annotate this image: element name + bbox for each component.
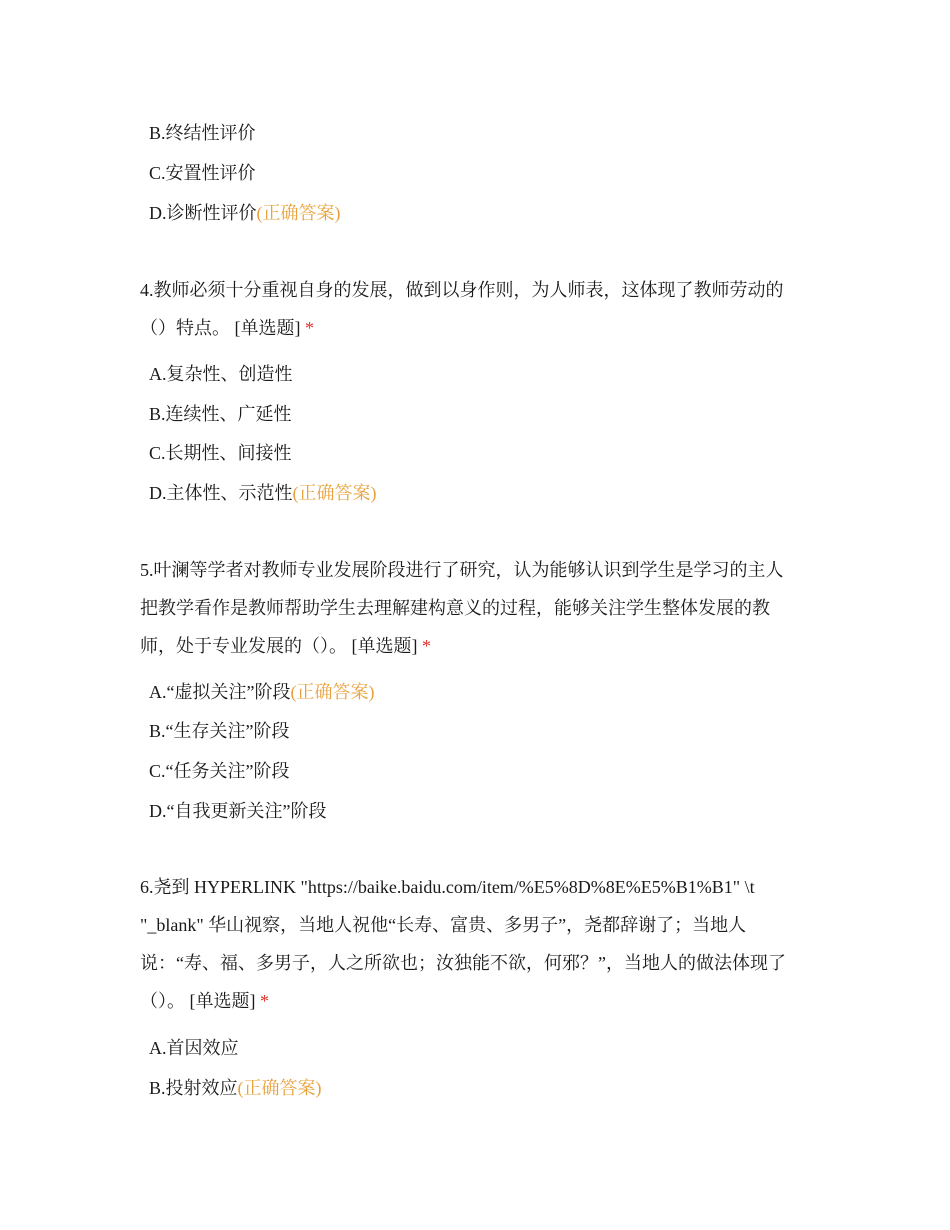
q5-option-d [149, 799, 326, 823]
question-text-line [140, 982, 820, 1020]
question-text-end: （）特点。 [140, 318, 230, 338]
q5-option-b [149, 719, 289, 743]
correct-answer-tag: (正确答案) [256, 203, 341, 223]
question-type: [单选题] [189, 991, 256, 1011]
q4-option-d [149, 481, 377, 505]
q3-option-b [149, 121, 256, 145]
option-text: B.“生存关注”阶段 [149, 721, 290, 741]
option-text: A.复杂性、创造性 [149, 364, 293, 384]
option-text: A.“虚拟关注”阶段 [149, 682, 291, 702]
option-text: D.“自我更新关注”阶段 [149, 801, 327, 821]
question-text-line [140, 309, 820, 347]
required-marker: * [422, 636, 431, 656]
option-text: D.主体性、示范性 [149, 483, 293, 503]
correct-answer-tag: (正确答案) [292, 483, 377, 503]
question-text-line: 5.叶澜等学者对教师专业发展阶段进行了研究，认为能够认识到学生是学习的主人 [140, 560, 784, 580]
question-4 [140, 271, 820, 347]
option-text: B.终结性评价 [149, 123, 256, 143]
q6-option-b [149, 1076, 322, 1100]
option-text: D.诊断性评价 [149, 203, 257, 223]
required-marker: * [260, 991, 269, 1011]
question-text-end: （）。 [140, 991, 185, 1011]
question-text-line: 6.尧到 HYPERLINK "https://baike.baidu.com/item/%E5%8D%8E%E5%B1%B1" \t [140, 877, 755, 897]
question-text-line: 说：“寿、福、多男子，人之所欲也；汝独能不欲，何邪？”，当地人的做法体现了 [140, 953, 786, 973]
question-text-end: 师，处于专业发展的（）。 [140, 636, 347, 656]
q4-option-b [149, 402, 292, 426]
question-6 [140, 868, 820, 1020]
question-text-line [140, 627, 820, 665]
option-text: C.长期性、间接性 [149, 443, 292, 463]
option-text: C.“任务关注”阶段 [149, 761, 290, 781]
q5-option-a [149, 680, 374, 704]
q4-option-c [149, 441, 292, 465]
question-type: [单选题] [351, 636, 418, 656]
q5-option-c [149, 759, 289, 783]
option-text: C.安置性评价 [149, 163, 256, 183]
correct-answer-tag: (正确答案) [290, 682, 375, 702]
question-type: [单选题] [234, 318, 301, 338]
q3-option-d [149, 201, 341, 225]
q6-option-a [149, 1036, 239, 1060]
question-5 [140, 551, 820, 665]
question-text-line: "_blank" 华山视察，当地人祝他“长寿、富贵、多男子”，尧都辞谢了；当地人 [140, 915, 747, 935]
option-text: A.首因效应 [149, 1038, 239, 1058]
q4-option-a [149, 362, 293, 386]
required-marker: * [305, 318, 314, 338]
correct-answer-tag: (正确答案) [237, 1078, 322, 1098]
question-text-line: 把教学看作是教师帮助学生去理解建构意义的过程，能够关注学生整体发展的教 [140, 598, 770, 618]
option-text: B.投射效应 [149, 1078, 238, 1098]
q3-option-c [149, 161, 256, 185]
option-text: B.连续性、广延性 [149, 404, 292, 424]
question-text-line: 4.教师必须十分重视自身的发展，做到以身作则，为人师表，这体现了教师劳动的 [140, 280, 784, 300]
